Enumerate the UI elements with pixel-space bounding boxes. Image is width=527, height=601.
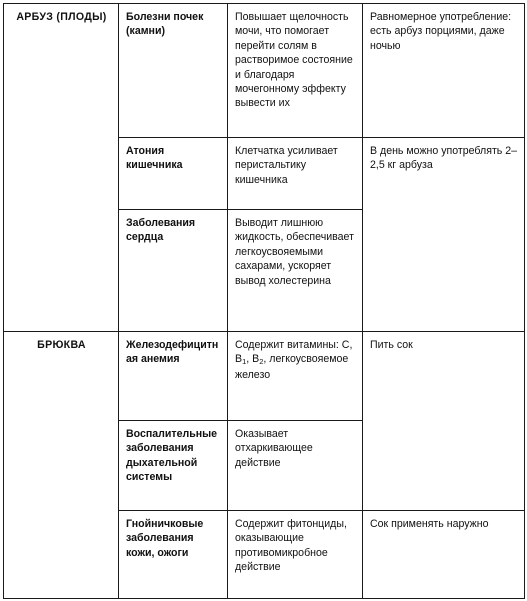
disease-cell: Воспалительные заболевания дыхательной системы [119,421,228,511]
action-cell: Выводит лишнюю жидкость, обеспечивает легкоусвояемыми сахарами, ускоряет вывод холестерина [228,210,363,332]
disease-cell: Гнойничковые заболевания кожи, ожоги [119,511,228,599]
table-row [4,4,525,138]
plant-name-cell: БРЮКВА [4,332,119,599]
action-cell: Оказывает отхаркивающее действие [228,421,363,511]
usage-cell: В день можно употреблять 2–2,5 кг арбуза [363,138,525,332]
action-cell: Повышает щелочность мочи, что помогает перейти солям в растворимое состояние и благодаря мочегонному эффекту вывести их [228,4,363,138]
remedies-table [3,3,525,599]
disease-cell: Атония кишечника [119,138,228,210]
disease-cell: Болезни почек (камни) [119,4,228,138]
usage-cell: Равномерное употребление: есть арбуз порциями, даже ночью [363,4,525,138]
usage-cell: Сок применять наружно [363,511,525,599]
table-row [4,332,525,421]
action-cell: Содержит фитонциды, оказывающие противомикробное действие [228,511,363,599]
plant-name-cell: АРБУЗ (ПЛОДЫ) [4,4,119,332]
disease-cell: Железодефицитная анемия [119,332,228,421]
action-cell: Содержит витамины: С, В1, В2, легкоусвояемое железо [228,332,363,421]
disease-cell: Заболевания сердца [119,210,228,332]
usage-cell: Пить сок [363,332,525,511]
action-cell: Клетчатка усиливает перистальтику кишечника [228,138,363,210]
